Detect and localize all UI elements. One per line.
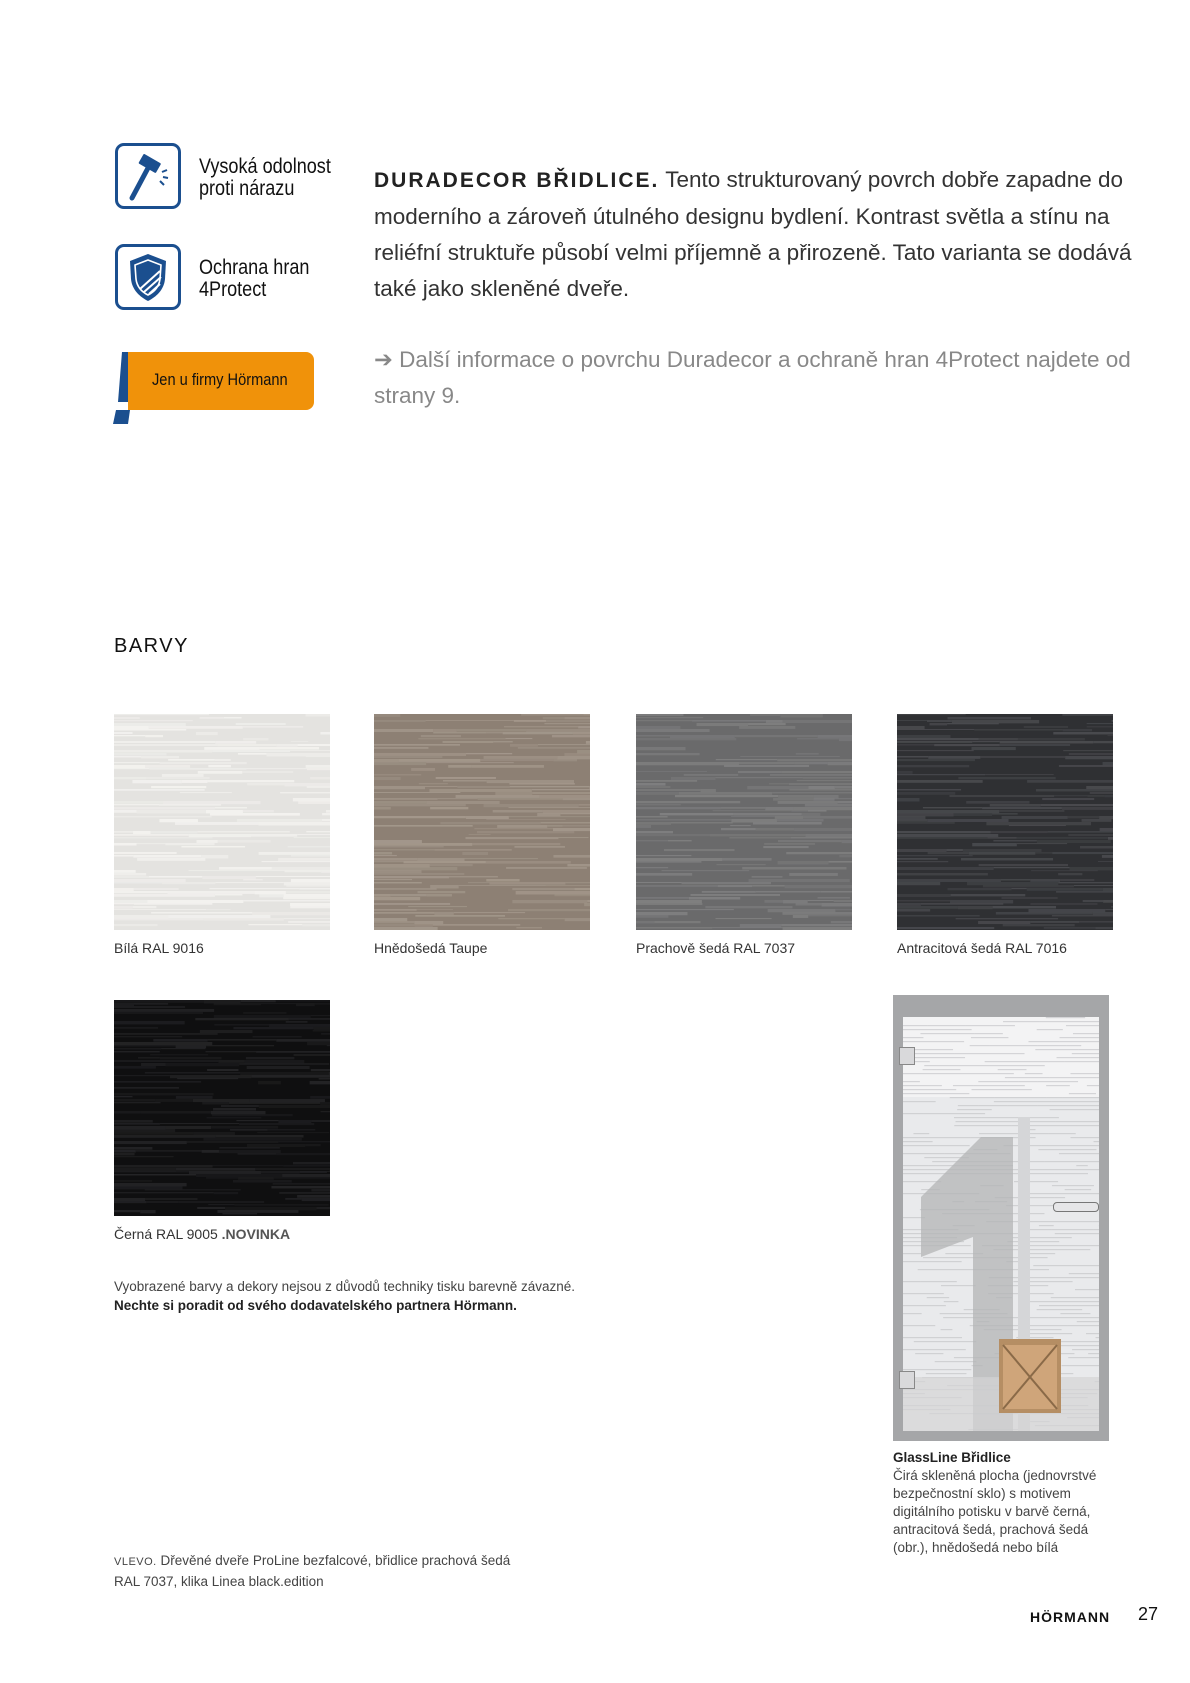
- feature-line: Ochrana hran: [199, 256, 310, 279]
- disclaimer-advice: Nechte si poradit od svého dodavatelského partnera Hörmann.: [114, 1298, 517, 1313]
- caption-prefix: VLEVO.: [114, 1556, 157, 1568]
- intro-lead: DURADECOR BŘIDLICE.: [374, 169, 660, 192]
- more-info-text: Další informace o povrchu Duradecor a ochraně hran 4Protect najdete od strany 9.: [374, 347, 1131, 408]
- glass-door-image: [893, 995, 1109, 1441]
- impact-resistance-badge: [115, 143, 181, 209]
- feature-line: 4Protect: [199, 278, 267, 301]
- edge-protection-badge: [115, 244, 181, 310]
- intro-text: Tento strukturovaný povrch dobře zapadne do moderního a zároveň útulného designu bydlení. Kontrast světla a stínu na reliéfní struktuře působí velmi příjemně a přirozeně. Tato varianta se dodává také jako skleněné dveře.: [374, 167, 1132, 301]
- door-hinge-icon: [899, 1047, 915, 1065]
- feature-line: proti nárazu: [199, 177, 295, 200]
- caption-line: Dřevěné dveře ProLine bezfalcové, břidlice prachová šedá: [160, 1553, 511, 1568]
- swatch-label: Prachově šedá RAL 7037: [636, 940, 796, 956]
- caption-line: RAL 7037, klika Linea black.edition: [114, 1574, 324, 1589]
- intro-paragraph: [374, 162, 1134, 307]
- swatch-label: Hnědošedá Taupe: [374, 940, 488, 956]
- print-disclaimer: [114, 1277, 575, 1315]
- swatch-black: [114, 1000, 330, 1216]
- swatch-label-black: [114, 1226, 290, 1242]
- door-handle-icon: [1053, 1202, 1099, 1212]
- swatch-dust-grey: [636, 714, 852, 930]
- swatch-label: Černá RAL 9005: [114, 1226, 218, 1242]
- swatch-label: Bílá RAL 9016: [114, 940, 204, 956]
- door-description: Čirá skleněná plocha (jednovrstvé bezpečnostní sklo) s motivem digitálního potisku v barvě černá, antracitová šedá, prachová šedá (obr.), hnědošedá nebo bílá: [893, 1468, 1097, 1555]
- arrow-right-icon: ➔: [374, 347, 393, 372]
- swatch-taupe: [374, 714, 590, 930]
- swatch-label: Antracitová šedá RAL 7016: [897, 940, 1067, 956]
- disclaimer-line: Vyobrazené barvy a dekory nejsou z důvodů techniky tisku barevně závazné.: [114, 1279, 576, 1294]
- edge-protection-label: [199, 257, 309, 301]
- door-hinge-icon: [899, 1371, 915, 1389]
- colors-heading: BARVY: [114, 635, 189, 657]
- door-caption: [893, 1449, 1123, 1557]
- hammer-icon: [118, 146, 178, 206]
- swatch-white: [114, 714, 330, 930]
- exclusive-badge-label: Jen u firmy Hörmann: [152, 370, 288, 389]
- impact-resistance-label: [199, 156, 331, 200]
- more-info-link[interactable]: [374, 342, 1134, 414]
- feature-line: Vysoká odolnost: [199, 155, 331, 178]
- page-number: 27: [1138, 1604, 1159, 1624]
- shield-icon: [118, 247, 178, 307]
- left-image-caption: [114, 1551, 510, 1591]
- door-title: GlassLine Břidlice: [893, 1450, 1011, 1465]
- swatch-anthracite: [897, 714, 1113, 930]
- new-tag: .NOVINKA: [221, 1226, 291, 1242]
- footer-brand: HÖRMANN: [1030, 1609, 1111, 1625]
- door-glass-pane: [903, 1017, 1099, 1431]
